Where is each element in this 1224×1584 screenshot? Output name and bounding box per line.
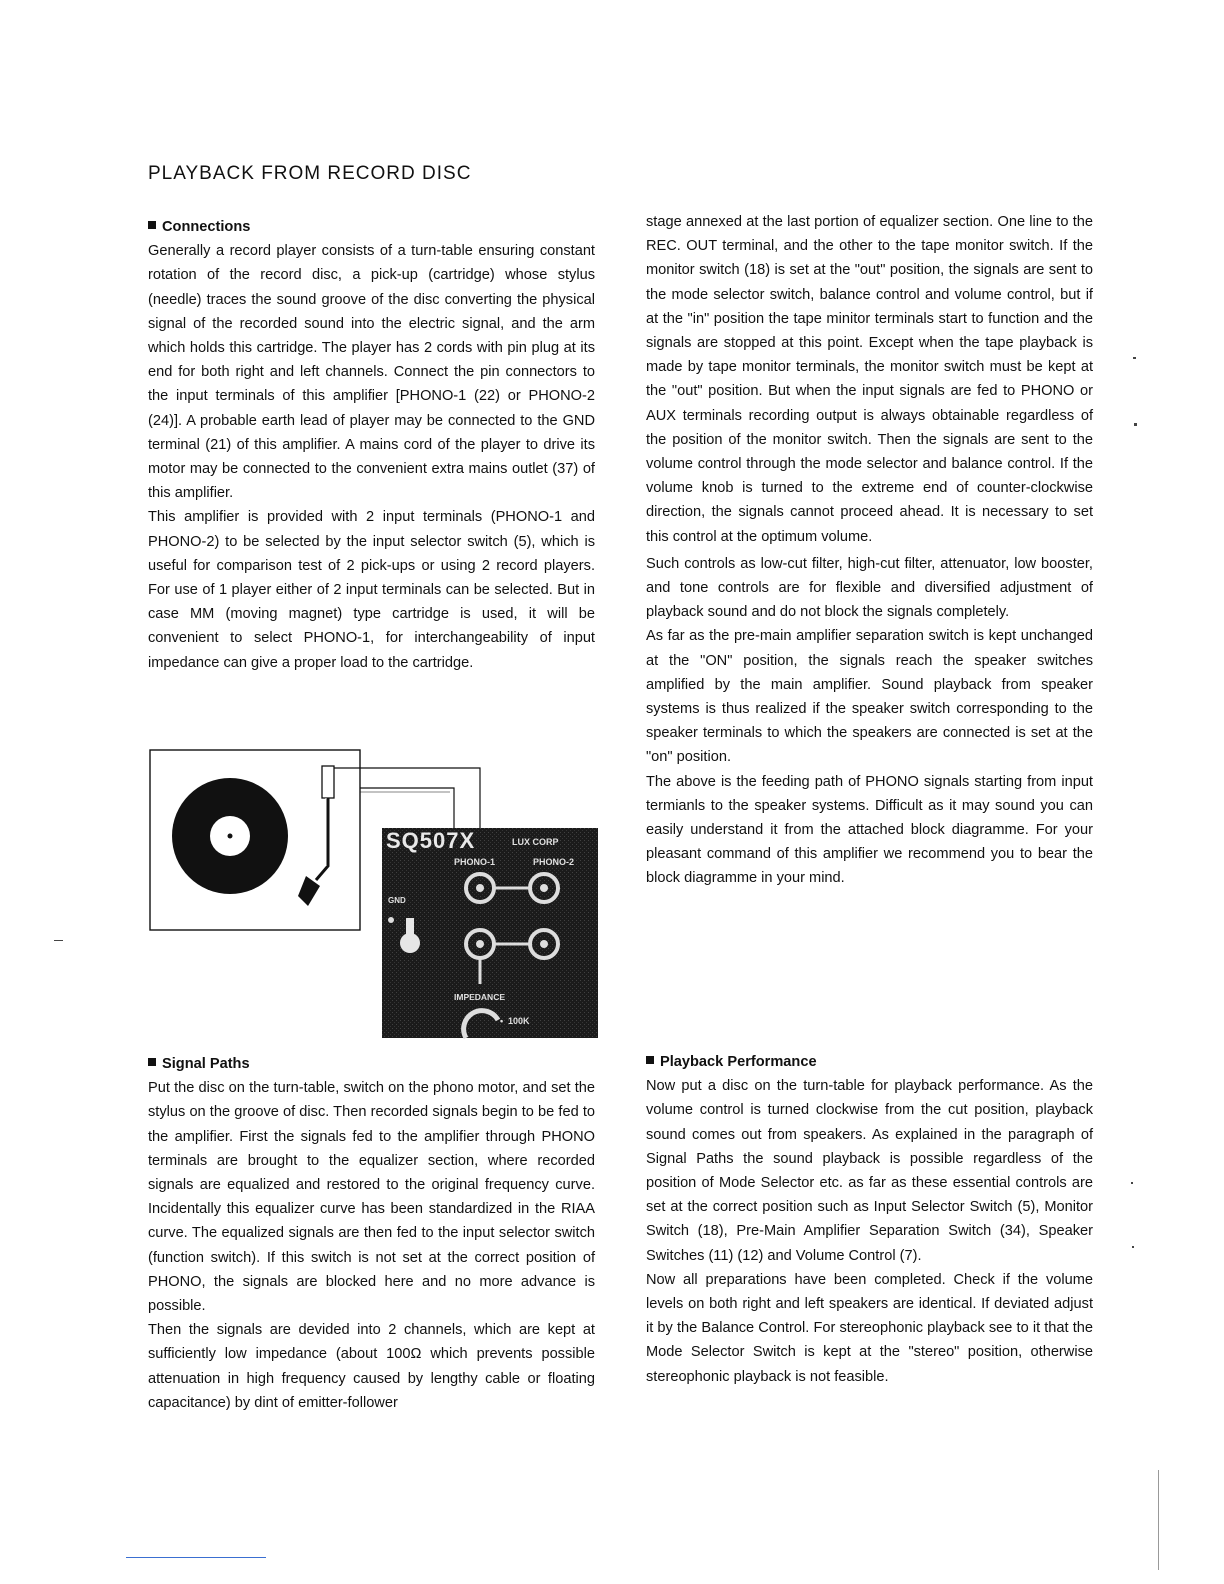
continued-paragraph-3: As far as the pre-main amplifier separation switch is kept unchanged at the "ON" position, the signals reach the speaker switches amplified by the main amplifier. Sound playback from speaker systems is thus realized if the speaker switch corresponding to the speaker terminals to which the speakers are connected is set at the "on" position. (646, 628, 1093, 766)
impedance-value-label: 100K (508, 1016, 530, 1026)
playback-performance-heading-text: Playback Performance (660, 1054, 817, 1070)
playback-performance-paragraph-2: Now all preparations have been completed. Check if the volume levels on both right and left speakers are identical. If deviated adjust it by the Balance Control. For stereophonic playback see to it that the Mode Selector Switch is kept at the "stereo" position, otherwise stereophonic playback is not feasible. (646, 1271, 1093, 1385)
scan-mark (1134, 423, 1137, 426)
footnote-rule (126, 1557, 266, 1558)
bullet-square-icon (148, 1058, 156, 1066)
phono-cable-1 (334, 768, 480, 832)
scan-mark (1158, 1470, 1159, 1570)
panel-brand-label: LUX CORP (512, 837, 559, 847)
playback-performance-heading (646, 1050, 1093, 1074)
signal-paths-heading-text: Signal Paths (162, 1056, 250, 1072)
signal-paths-continued (646, 210, 1093, 891)
connections-section (148, 215, 595, 675)
svg-text:•: • (500, 1016, 504, 1026)
phono1-label: PHONO-1 (454, 857, 496, 867)
tonearm-pivot (322, 766, 334, 798)
scan-mark (1131, 1182, 1133, 1184)
phono2-label: PHONO-2 (533, 857, 575, 867)
signal-paths-paragraph-2: Then the signals are devided into 2 channels, which are kept at sufficiently low impedance (about 100Ω which prevents possible attenuation in high frequency caused by lengthy cable or floating capacitance) by dint of emitter-follower (148, 1322, 595, 1411)
impedance-label: IMPEDANCE (454, 992, 506, 1002)
turntable-connection-illustration (148, 748, 598, 1043)
amplifier-rear-panel (382, 828, 598, 1038)
svg-text:SQ507X: SQ507X (386, 828, 476, 853)
connections-heading (148, 215, 595, 239)
bullet-square-icon (646, 1056, 654, 1064)
playback-performance-section (646, 1050, 1093, 1389)
connections-paragraph-2: This amplifier is provided with 2 input terminals (PHONO-1 and PHONO-2) to be selected by the input selector switch (5), which is useful for comparison test of 2 pick-ups or using 2 record players. For use of 1 player either of 2 input terminals can be selected. But in case MM (moving magnet) type cartridge is used, it will be convenient to select PHONO-1, for interchangeability of input impedance can give a proper load to the cartridge. (148, 509, 595, 671)
continued-paragraph-1: stage annexed at the last portion of equalizer section. One line to the REC. OUT terminal, and the other to the tape monitor switch. If the monitor switch (18) is set at the "out" position, the signals are sent to the mode selector switch, balance control and volume control, but if at the "in" position the tape minitor terminals start to function and the signals are stopped at this point. Except when the tape playback is made by tape monitor terminals, the monitor switch must be kept at the "out" position. But when the input signals are fed to PHONO or AUX terminals recording output is always obtainable regardless of the position of the monitor switch. Then the signals are sent to the volume control through the mode selector and balance control. If the volume knob is turned to the extreme end of counter-clockwise direction, the signals cannot proceed ahead. It is necessary to set this control at the optimum volume. (646, 214, 1093, 545)
signal-paths-paragraph-1: Put the disc on the turn-table, switch on the phono motor, and set the stylus on the groove of disc. Then recorded signals begin to be fed to the amplifier. First the signals fed to the amplifier through PHONO terminals are brought to the equalizer section, where recorded signals are equalized and restored to the original frequency curve. Incidentally this equalizer curve has been standardized in the RIAA curve. The equalized signals are then fed to the input selector switch (function switch). If this switch is not set at the correct position of PHONO, the signals are blocked here and no more advance is possible. (148, 1080, 595, 1315)
scan-mark (54, 940, 63, 941)
bullet-square-icon (148, 221, 156, 229)
connections-heading-text: Connections (162, 219, 251, 235)
playback-performance-paragraph-1: Now put a disc on the turn-table for playback performance. As the volume control is turned clockwise from the cut position, playback sound comes out from speakers. As explained in the paragraph of Signal Paths the sound playback is possible regardless of the position of Mode Selector etc. as far as these essential controls are set at the correct position such as Input Selector Switch (5), Monitor Switch (18), Pre-Main Amplifier Separation Switch (34), Speaker Switches (11) (12) and Volume Control (7). (646, 1078, 1093, 1264)
connections-paragraph-1: Generally a record player consists of a turn-table ensuring constant rotation of the record disc, a pick-up (cartridge) whose stylus (needle) traces the sound groove of the disc converting the physical signal of the recorded sound into the electric signal, and the arm which holds this cartridge. The player has 2 cords with pin plug at its end for both right and left channels. Connect the pin connectors to the input terminals of this amplifier [PHONO-1 (22) or PHONO-2 (24)]. A probable earth lead of player may be connected to the GND terminal (21) of this amplifier. A mains cord of the player to drive its motor may be connected to the convenient extra mains outlet (37) of this amplifier. (148, 243, 595, 502)
phono-cable-2 (360, 788, 454, 832)
signal-paths-section (148, 1052, 595, 1415)
continued-paragraph-4: The above is the feeding path of PHONO signals starting from input termianls to the speaker systems. Difficult as it may sound you can easily understand it from the attached block diagramme. For your pleasant command of this amplifier we recommend you to bear the block diagramme in your mind. (646, 773, 1093, 887)
signal-paths-heading (148, 1052, 595, 1076)
continued-paragraph-2: Such controls as low-cut filter, high-cut filter, attenuator, low booster, and tone controls are for flexible and diversified adjustment of playback sound and do not block the signals completely. (646, 555, 1093, 621)
page-title: PLAYBACK FROM RECORD DISC (148, 163, 472, 184)
scan-mark (1132, 1246, 1134, 1248)
scan-mark (1133, 357, 1136, 359)
gnd-label: GND (388, 896, 406, 905)
